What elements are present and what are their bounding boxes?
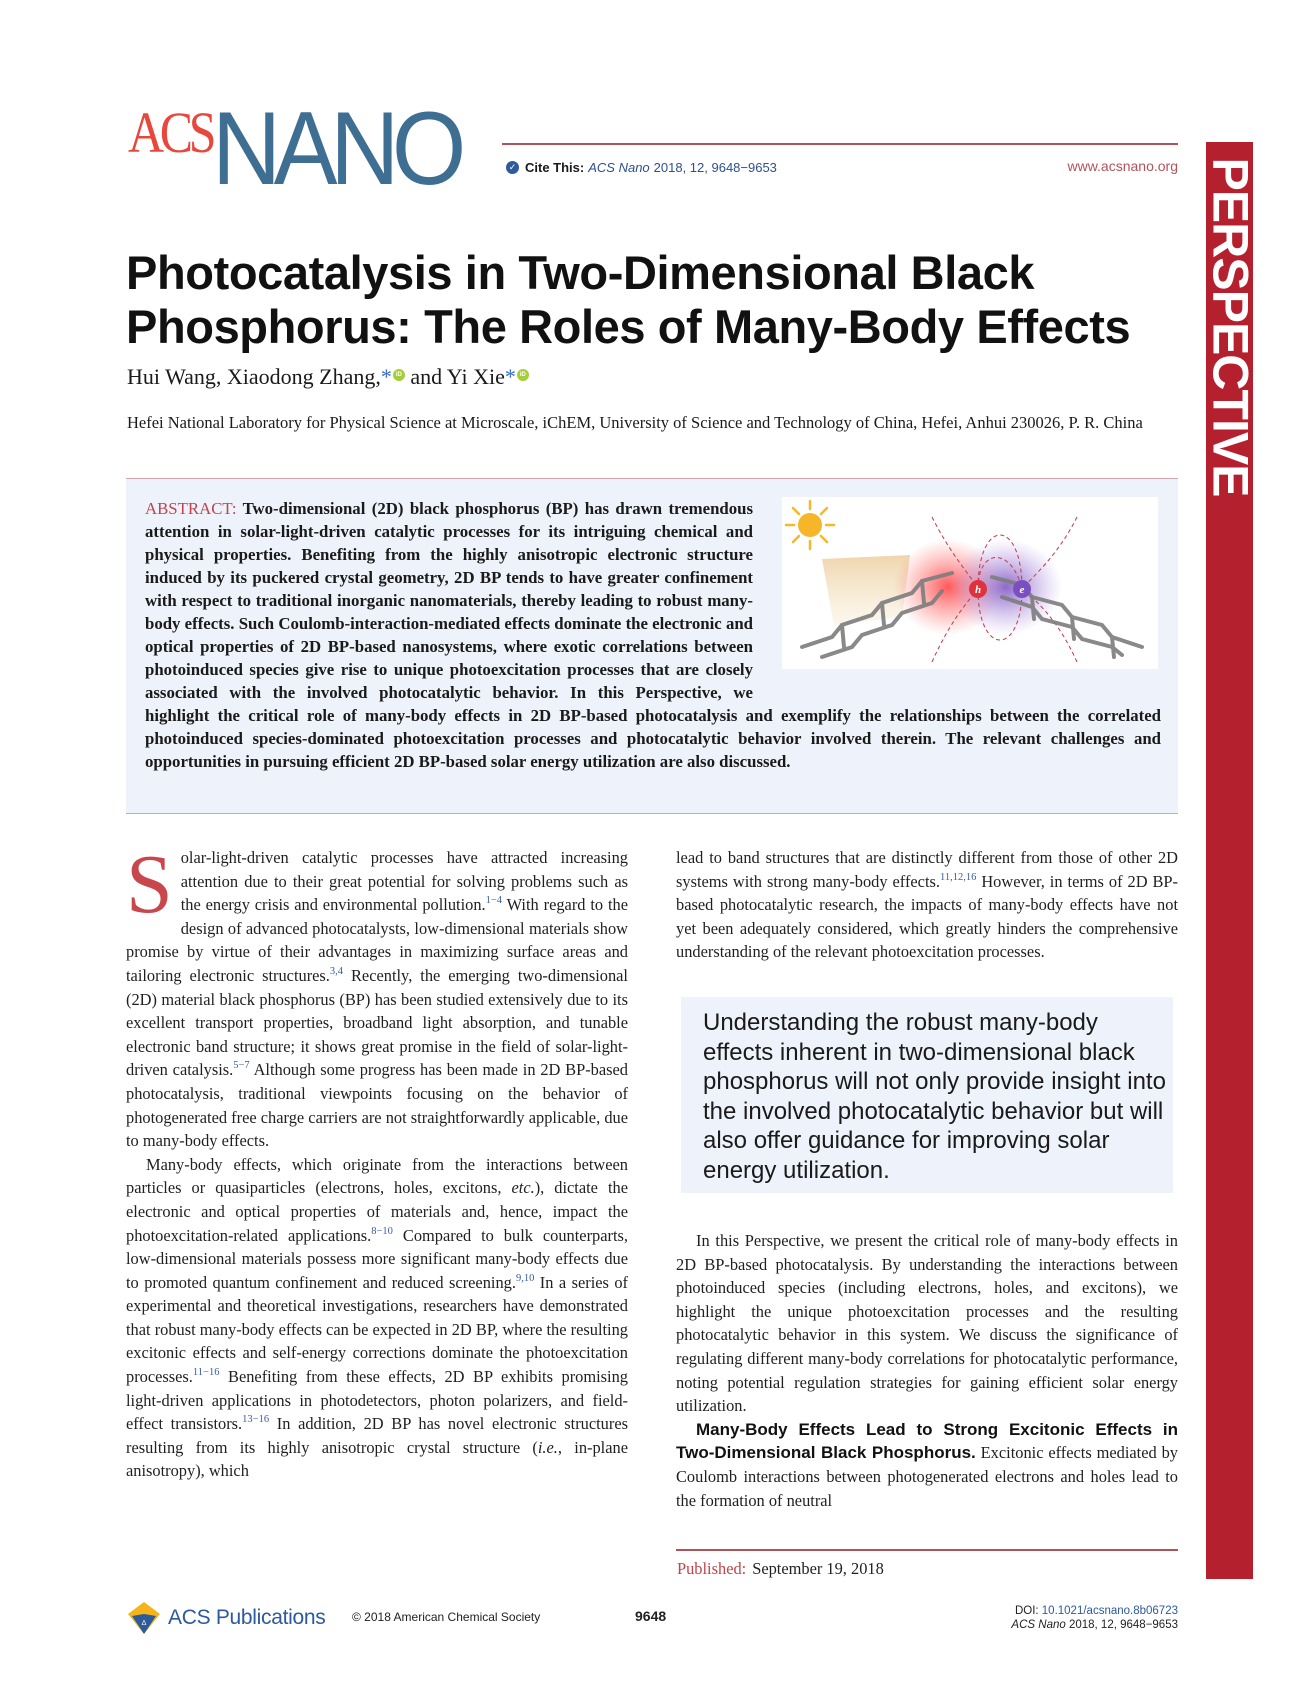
toc-graphic — [782, 497, 1158, 669]
journal-logo — [128, 90, 480, 207]
author-separator: , — [215, 364, 227, 389]
italic-text: i.e. — [537, 1437, 558, 1457]
article-title: Photocatalysis in Two-Dimensional Black Phosphorus: The Roles of Many-Body Effects — [126, 246, 1131, 353]
author-separator: , — [375, 364, 381, 389]
published-label: Published: — [677, 1559, 747, 1578]
dropcap-letter: S — [126, 838, 173, 931]
paragraph-text: Many-body effects, which originate from the interactions between particles or quasiparticles (electrons, holes, excitons, — [126, 1154, 628, 1198]
author-list — [127, 364, 529, 390]
publisher-name: ACS Publications — [168, 1606, 326, 1629]
citation-link[interactable]: 8−10 — [371, 1225, 393, 1237]
many-body-paragraph — [126, 1153, 628, 1483]
corresponding-author-mark[interactable]: * — [504, 364, 516, 389]
published-value: September 19, 2018 — [752, 1559, 884, 1578]
paragraph-text: In a series of experimental and theoretical investigations, researchers have demonstrated that robust many-body effects can be expected in 2D BP, where the resulting excitonic effects and self-energy corrections dominate the photoexcitation processes. — [126, 1272, 629, 1387]
section-paragraph — [676, 1418, 1178, 1512]
paragraph-text: Benefiting from these effects, 2D BP exhibits promising light-driven applications in photodetectors, photon polarizers, and field-effect transistors. — [126, 1367, 628, 1434]
footer-journal: ACS Nano — [1011, 1619, 1066, 1631]
orcid-icon[interactable]: iD — [517, 369, 529, 381]
page-footer — [126, 1598, 1178, 1642]
abstract-bottom-divider — [126, 813, 1178, 814]
acs-emblem-icon — [126, 1600, 162, 1636]
italic-text: etc. — [511, 1178, 535, 1198]
author-name[interactable]: and Yi Xie — [410, 364, 505, 389]
svg-text:Δ: Δ — [141, 1620, 147, 1627]
paragraph-text: In addition, 2D BP has novel electronic structures resulting from its highly anisotropic crystal structure ( — [126, 1414, 628, 1457]
paragraph-text: , in-plane anisotropy), which — [126, 1437, 628, 1481]
website-link[interactable]: www.acsnano.org — [1067, 158, 1178, 174]
doi-block — [1011, 1604, 1178, 1632]
paragraph-text: Although some progress has been made in 2D BP-based photocatalysis, traditional viewpoints focusing on the behavior of photogenerated free charge carriers are not straightforwardly applicable, due to many-body effects. — [126, 1060, 629, 1151]
intro-paragraph — [126, 838, 629, 1153]
cite-label: Cite This: — [525, 160, 585, 175]
citation-link[interactable]: 9,10 — [515, 1272, 535, 1284]
citation-link[interactable]: 5−7 — [233, 1060, 250, 1072]
paragraph-text: olar-light-driven catalytic processes have attracted increasing attention due to their great potential for solving problems such as the energy crisis and environmental pollution. — [180, 848, 628, 915]
doi-label: DOI: — [1014, 1605, 1042, 1617]
logo-nano: NANO — [211, 90, 459, 207]
pull-quote: Understanding the robust many-body effects inherent in two-dimensional black phosphorus will not only provide insight into the involved photocatalytic behavior but will also offer guidance for improving solar energy utilization. — [703, 1009, 1166, 1184]
paragraph-text: Compared to bulk counterparts, low-dimensional materials possess more significant many-body effects due to promoted quantum confinement and reduced screening. — [126, 1225, 628, 1292]
paragraph-text: However, in terms of 2D BP-based photocatalytic research, the impacts of many-body effects have not yet been adequately considered, which greatly hinders the comprehensive understanding of the relevant photoexcitation processes. — [676, 871, 1178, 962]
continuation-paragraph — [676, 846, 1178, 964]
section-heading: Many-Body Effects Lead to Strong Excitonic Effects in Two-Dimensional Black Phosphorus. — [676, 1419, 1178, 1463]
acs-publications-logo[interactable] — [126, 1600, 325, 1636]
cite-this[interactable] — [506, 160, 777, 175]
bp-exciton-illustration — [782, 497, 1158, 669]
citation-link[interactable]: 13−16 — [242, 1414, 270, 1426]
cite-details[interactable]: 2018, 12, 9648−9653 — [653, 160, 777, 175]
paragraph-text: Recently, the emerging two-dimensional (2D) material black phosphorus (BP) has been studied extensively due to its excellent transport properties, broadband light absorption, and tunable electronic band structure; it shows great promise in the field of solar-light-driven catalysis. — [126, 965, 628, 1080]
page-number: 9648 — [635, 1608, 667, 1624]
citation-link[interactable]: 11,12,16 — [940, 871, 977, 883]
citation-link[interactable]: 11−16 — [192, 1367, 220, 1379]
logo-acs: ACS — [128, 100, 213, 165]
electron-label: e — [1019, 584, 1025, 596]
perspective-paragraph: In this Perspective, we present the critical role of many-body effects in 2D BP-based photocatalysis. By understanding the interactions between photoinduced species (including electrons, holes, and excitons), we highlight the unique photoexcitation processes and the resulting photocatalytic behavior in this system. We discuss the significance of regulating different many-body correlations for photocatalytic performance, noting potential regulation strategies for gaining efficient solar energy utilization. — [676, 1231, 1178, 1416]
published-date — [677, 1559, 884, 1579]
cite-journal[interactable]: ACS Nano — [588, 160, 650, 175]
sun-icon — [786, 501, 834, 549]
paragraph-text: Excitonic effects mediated by Coulomb interactions between photogenerated electrons and holes lead to the formation of neutral — [676, 1443, 1178, 1510]
hole-label: h — [974, 584, 982, 596]
section-banner-label — [1202, 142, 1258, 512]
section-banner-text: PERSPECTIVE — [1202, 157, 1258, 497]
body-left-column — [126, 838, 629, 1483]
author-name[interactable]: Hui Wang — [127, 364, 216, 389]
paragraph-text: ), dictate the electronic and optical properties of materials and, hence, impact the photoexcitation-related applications. — [126, 1178, 628, 1245]
header-divider — [502, 143, 1178, 145]
body-right-column — [676, 846, 1178, 964]
affiliation: Hefei National Laboratory for Physical Science at Microscale, iChEM, University of Science and Technology of China, Hefei, Anhui 230026, P. R. China — [127, 413, 1143, 432]
paragraph-text: With regard to the design of advanced photocatalysts, low-dimensional materials show promise by virtue of their advantages in maximizing surface areas and tailoring electronic structures. — [126, 895, 628, 985]
citation-link[interactable]: 1−4 — [485, 895, 503, 907]
copyright: © 2018 American Chemical Society — [352, 1610, 541, 1624]
check-badge-icon: ✓ — [506, 161, 519, 174]
body-right-column-lower — [676, 1229, 1178, 1512]
abstract-body: Two-dimensional (2D) black phosphorus (BP) has drawn tremendous attention in solar-light-driven catalytic processes for its intriguing chemical and physical properties. Benefiting from the highly anisotropic electronic structure induced by its puckered crystal geometry, 2D BP tends to have greater confinement with respect to traditional inorganic nanomaterials, thereby leading to robust many-body effects. Such Coulomb-interaction-mediated effects dominate the electronic and optical properties of 2D BP-based nanosystems, where exotic correlations between photoinduced species give rise to unique photoexcitation processes that are closely associated with the involved photocatalytic behavior. In this Perspective, we highlight the critical role of many-body effects in 2D BP-based photocatalysis and exemplify the relationships between the correlated photoinduced species-dominated photoexcitation processes and photocatalytic behavior involved therein. The relevant challenges and opportunities in pursuing efficient 2D BP-based solar energy utilization are also discussed. — [145, 499, 1161, 771]
orcid-icon[interactable]: iD — [393, 369, 405, 381]
corresponding-author-mark[interactable]: * — [380, 364, 392, 389]
published-divider — [676, 1549, 1178, 1551]
abstract-label: ABSTRACT: — [145, 499, 237, 518]
author-name[interactable]: Xiaodong Zhang — [226, 364, 376, 389]
footer-journal-details: 2018, 12, 9648−9653 — [1065, 1619, 1178, 1631]
citation-link[interactable]: 3,4 — [329, 965, 344, 977]
paragraph-text: lead to band structures that are distinctly different from those of other 2D systems with strong many-body effects. — [676, 848, 1178, 891]
doi-link[interactable]: 10.1021/acsnano.8b06723 — [1041, 1605, 1178, 1617]
